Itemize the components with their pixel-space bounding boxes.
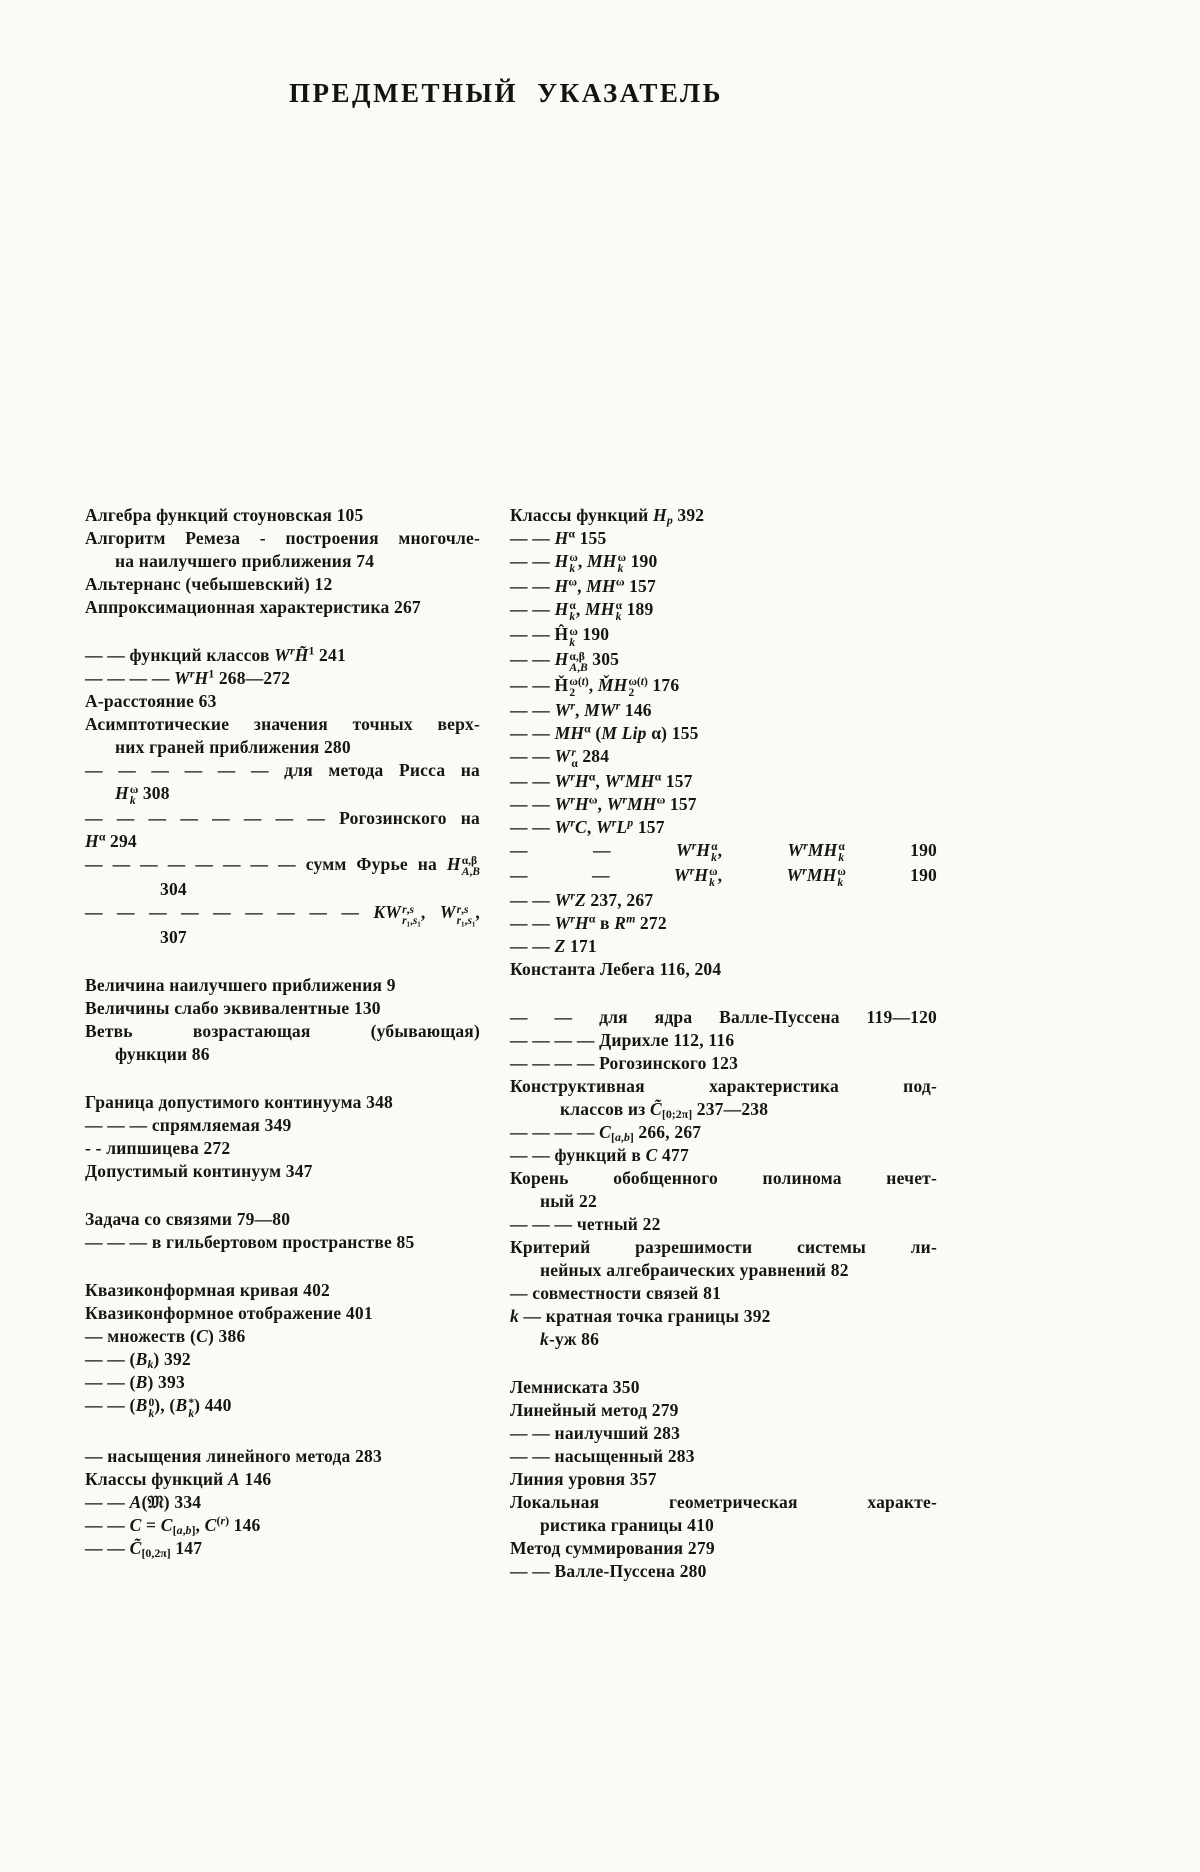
stacked-supsub: 0 k	[148, 1396, 155, 1420]
index-line: Алгоритм Ремеза - построения многочле-	[85, 528, 480, 548]
stacked-supsub: ω(t) 2	[569, 675, 589, 699]
index-line: — — — спрямляемая 349	[85, 1115, 292, 1136]
index-line: — — $W^rZ$ 237, 267	[510, 888, 654, 911]
stacked-supsub: r,s r₁,s₁	[402, 903, 421, 927]
index-line: 304	[160, 879, 187, 900]
index-line: Алгебра функций стоуновская 105	[85, 505, 364, 525]
index-line: — — $H^\alpha$ 155	[510, 526, 607, 548]
index-line: Линейный метод 279	[510, 1400, 679, 1421]
index-line: них граней приближения 280	[115, 737, 351, 757]
stacked-supsub: ω k	[617, 552, 627, 576]
stacked-supsub: ω k	[569, 552, 578, 576]
index-line: k-уж 86	[540, 1329, 600, 1350]
page-title: ПРЕДМЕТНЫЙ УКАЗАТЕЛЬ	[288, 78, 724, 108]
stacked-supsub: * k	[188, 1396, 195, 1420]
index-line: Аппроксимационная характеристика 267	[85, 597, 421, 617]
index-line: — — функций классов $W^rH̃^1$ 241	[85, 643, 346, 665]
right-column	[510, 504, 937, 1583]
index-line: — — — — Рогозинского 123	[510, 1053, 739, 1074]
index-line: — — — — — — для метода Рисса на	[85, 760, 480, 780]
index-line: - - липшицева 272	[85, 1138, 231, 1159]
stacked-supsub: ω k	[569, 625, 578, 649]
index-line: Граница допустимого континуума 348	[85, 1092, 393, 1113]
index-line: — — H ω k , MH ω k 190	[510, 551, 658, 576]
index-line: Ветвь возрастающая (убывающая)	[85, 1021, 480, 1042]
stacked-supsub: α k	[711, 841, 718, 865]
index-line: — совместности связей 81	[510, 1283, 722, 1304]
index-line: — — насыщенный 283	[510, 1446, 695, 1467]
stacked-supsub: α,β A,B	[569, 650, 588, 674]
index-line: А-расстояние 63	[85, 691, 217, 711]
index-line: — — Ȟ ω(t) 2 , M̌H ω(t) 2 176	[510, 674, 680, 699]
index-line: — — Валле-Пуссена 280	[510, 1561, 707, 1582]
index-line: ный 22	[540, 1191, 597, 1212]
index-line: Альтернанс (чебышевский) 12	[85, 574, 333, 594]
index-line: — — — — $W^rH^1$ 268—272	[85, 666, 291, 688]
index-line: — — $W^rH^\alpha$, $W^rMH^\alpha$ 157	[510, 769, 693, 791]
index-line: — — — — Дирихле 112, 116	[510, 1030, 735, 1051]
index-line: — — — — — — — — сумм Фурье на H α,β A,B	[85, 854, 480, 879]
index-line: — насыщения линейного метода 283	[85, 1445, 382, 1466]
index-line: — — (B) 393	[85, 1372, 185, 1393]
index-line: — — $W^rH$ α k , $W^rMH$ α k 190	[510, 838, 937, 865]
index-line: нейных алгебраических уравнений 82	[540, 1260, 849, 1281]
index-line: Величины слабо эквивалентные 130	[85, 998, 381, 1019]
index-line: — — Ĥ ω k 190	[510, 624, 610, 649]
index-line: — — Z 171	[510, 936, 597, 957]
index-line: — — $W^rC$, $W^rL^p$ 157	[510, 815, 665, 837]
stacked-supsub: α k	[569, 600, 576, 624]
index-line: — — $W^rH$ ω k , $W^rMH$ ω k 190	[510, 863, 937, 890]
index-line: Допустимый континуум 347	[85, 1161, 313, 1182]
index-line: H ω k 308	[115, 783, 170, 808]
stacked-supsub: α k	[615, 600, 623, 624]
index-line: ристика границы 410	[540, 1515, 714, 1536]
index-line: Линия уровня 357	[510, 1469, 657, 1490]
index-line: — — — — — — — — — KW r,s r₁,s₁ , W r,s r₁,s₁ ,	[85, 902, 480, 927]
index-line: — — A(𝔐) 334	[85, 1491, 202, 1512]
index-line: — — $C = C_{[a,b]}$, $C^{(r)}$ 146	[85, 1513, 261, 1537]
index-line: — — (B 0 k ), (B * k ) 440	[85, 1395, 232, 1420]
stacked-supsub: α k	[838, 841, 845, 865]
stacked-supsub: ω k	[129, 784, 139, 808]
index-line: Классы функций $H_p$ 392	[510, 505, 705, 527]
index-line: — — функций в C 477	[510, 1145, 689, 1166]
stacked-supsub: α,β A,B	[461, 855, 480, 879]
index-line: — — — в гильбертовом пространстве 85	[85, 1232, 415, 1253]
index-line: — — — четный 22	[510, 1214, 661, 1235]
index-line: Задача со связями 79—80	[85, 1209, 291, 1230]
index-line: Конструктивная характеристика под-	[510, 1076, 937, 1097]
index-line: — — $W^r$, $MW^r$ 146	[510, 698, 652, 720]
index-line: $H^\alpha$ 294	[85, 829, 137, 852]
index-line: — множеств (C) 386	[85, 1326, 246, 1347]
index-line: — — W r α 284	[510, 745, 610, 770]
index-line: — — $C̃_{[0,2\pi]}$ 147	[85, 1537, 203, 1560]
index-line: Критерий разрешимости системы ли-	[510, 1237, 937, 1258]
index-line: — — $W^rH^\alpha$ в $R^m$ 272	[510, 911, 667, 934]
index-line: k — кратная точка границы 392	[510, 1306, 771, 1327]
index-line: — — — — — — — — Рогозинского на	[85, 808, 480, 829]
stacked-supsub: ω k	[709, 866, 718, 890]
index-line: Величина наилучшего приближения 9	[85, 975, 396, 996]
stacked-supsub: r α	[571, 747, 578, 770]
index-line: Квазиконформное отображение 401	[85, 1303, 373, 1324]
index-line: Корень обобщенного полинома нечет-	[510, 1168, 937, 1189]
index-line: 307	[160, 927, 187, 948]
index-columns	[85, 504, 937, 1583]
index-line: функции 86	[115, 1044, 210, 1065]
index-line: — — H α,β A,B 305	[510, 649, 620, 674]
index-line: Метод суммирования 279	[510, 1538, 715, 1559]
left-column	[85, 504, 480, 1583]
index-line: классов из $C̃_{[0;2\pi]}$ 237—238	[560, 1099, 769, 1122]
index-line: Квазиконформная кривая 402	[85, 1280, 331, 1301]
index-line: — — $H^\omega$, $MH^\omega$ 157	[510, 574, 656, 597]
index-line: Классы функций A 146	[85, 1468, 272, 1489]
index-line: — — H α k , MH α k 189	[510, 599, 654, 624]
index-line: — — $W^rH^\omega$, $W^rMH^\omega$ 157	[510, 792, 697, 814]
stacked-supsub: r,s r₁,s₁	[456, 903, 476, 927]
index-line: Константа Лебега 116, 204	[510, 959, 722, 980]
index-line: — — для ядра Валле-Пуссена 119—120	[510, 1007, 937, 1028]
stacked-supsub: ω k	[837, 866, 846, 890]
index-line: Лемниската 350	[510, 1377, 640, 1398]
index-page	[85, 78, 937, 1583]
stacked-supsub: ω(t) 2	[628, 675, 648, 699]
index-line: — — $(B_k)$ 392	[85, 1349, 191, 1372]
index-line: Асимптотические значения точных верх-	[85, 714, 480, 734]
index-line: — — наилучший 283	[510, 1423, 681, 1444]
index-line: на наилучшего приближения 74	[115, 551, 375, 571]
index-line: — — — — $C_{[a,b]}$ 266, 267	[510, 1122, 702, 1145]
index-line: — — $MH^\alpha$ (M Lip α) 155	[510, 721, 699, 743]
index-line: Локальная геометрическая характе-	[510, 1492, 937, 1513]
